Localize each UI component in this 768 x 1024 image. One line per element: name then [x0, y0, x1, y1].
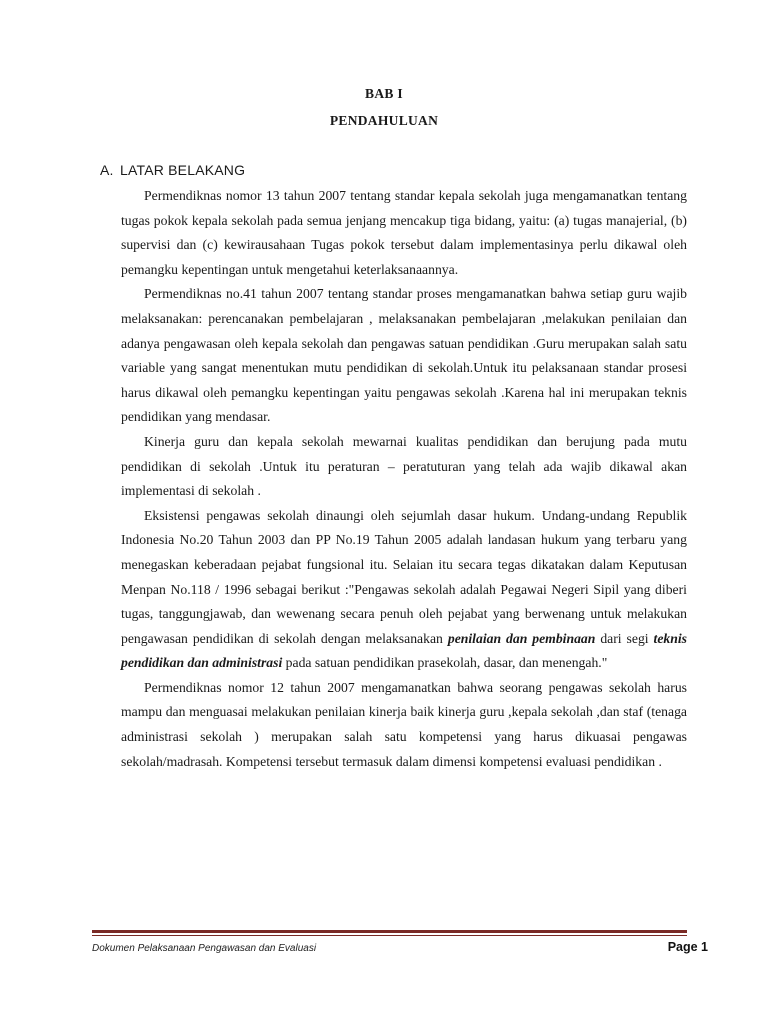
paragraph-2 — [121, 282, 687, 430]
paragraph-1-text: Permendiknas nomor 13 tahun 2007 tentang standar kepala sekolah juga mengamanatkan tentang tugas pokok kepala sekolah pada semua jenjang mencakup tiga bidang, yaitu: (a) tugas manajerial, (b) supervisi dan (c) kewirausahaan Tugas pokok tersebut dalam implementasinya perlu dikawal oleh pemangku kepentingan untuk mengetahui keterlaksanaannya. — [121, 188, 687, 277]
paragraph-1 — [121, 184, 687, 282]
section-title: LATAR BELAKANG — [120, 162, 246, 178]
paragraph-5 — [121, 676, 687, 774]
footer-rule-thick — [92, 930, 687, 933]
chapter-number: BAB I — [365, 86, 403, 101]
document-body — [121, 184, 687, 774]
paragraph-2-text: Permendiknas no.41 tahun 2007 tentang standar proses mengamanatkan bahwa setiap guru wajib melaksanakan: perencanakan pembelajaran , melaksanakan pembelajaran ,melakukan penilaian dan adanya pengawasan oleh kepala sekolah dan pengawas satuan pendidikan .Guru merupakan salah satu variable yang sangat menentukan mutu pendidikan di sekolah.Untuk itu pelaksanaan standar prosesi harus dikawal oleh pemangku kepentingan yaitu pengawas sekolah .Karena hal ini merupakan teknis pendidikan yang mendasar. — [121, 286, 687, 425]
paragraph-3-text: Kinerja guru dan kepala sekolah mewarnai kualitas pendidikan dan berujung pada mutu pendidikan di sekolah .Untuk itu peraturan – peratuturan yang telah ada wajib dikawal akan implementasi di sekolah . — [121, 433, 687, 499]
paragraph-4-emphasis-2: teknis pendidikan dan administrasi — [121, 630, 687, 671]
footer-page-number: Page 1 — [667, 940, 708, 954]
paragraph-3 — [121, 430, 687, 504]
paragraph-4-text-a: Eksistensi pengawas sekolah dinaungi oleh sejumlah dasar hukum. Undang-undang Republik Indonesia No.20 Tahun 2003 dan PP No.19 Tahun 2005 adalah landasan hukum yang terbaru yang menegaskan keberadaan pejabat fungsional itu. Selaian itu secara tegas dikatakan dalam Keputusan Menpan No.118 / 1996 sebagai berikut :"Pengawas sekolah adalah Pegawai Negeri Sipil yang diberi tugas, tanggungjawab, dan wewenang secara penuh oleh pejabat yang berwenang untuk melakukan pengawasan pendidikan di sekolah dengan melaksanakan — [121, 507, 687, 646]
chapter-title: PENDAHULUAN — [329, 113, 439, 128]
paragraph-4 — [121, 504, 687, 676]
paragraph-4-emphasis-1: penilaian dan pembinaan — [447, 630, 596, 646]
paragraph-4-text-c: pada satuan pendidikan prasekolah, dasar, dan menengah." — [282, 655, 608, 671]
footer-rule-thin — [92, 935, 687, 936]
section-letter: A. — [100, 162, 114, 178]
section-heading — [100, 162, 245, 178]
paragraph-5-text: Permendiknas nomor 12 tahun 2007 mengamanatkan bahwa seorang pengawas sekolah harus mampu dan menguasai melakukan penilaian kinerja baik kinerja guru ,kepala sekolah ,dan staf (tenaga administrasi sekolah ) merupakan salah satu kompetensi yang harus dikuasai pengawas sekolah/madrasah. Kompetensi tersebut termasuk dalam dimensi kompetensi evaluasi pendidikan . — [121, 679, 687, 769]
paragraph-4-text-b: dari segi — [595, 630, 654, 646]
footer-document-title: Dokumen Pelaksanaan Pengawasan dan Evaluasi — [92, 943, 317, 954]
